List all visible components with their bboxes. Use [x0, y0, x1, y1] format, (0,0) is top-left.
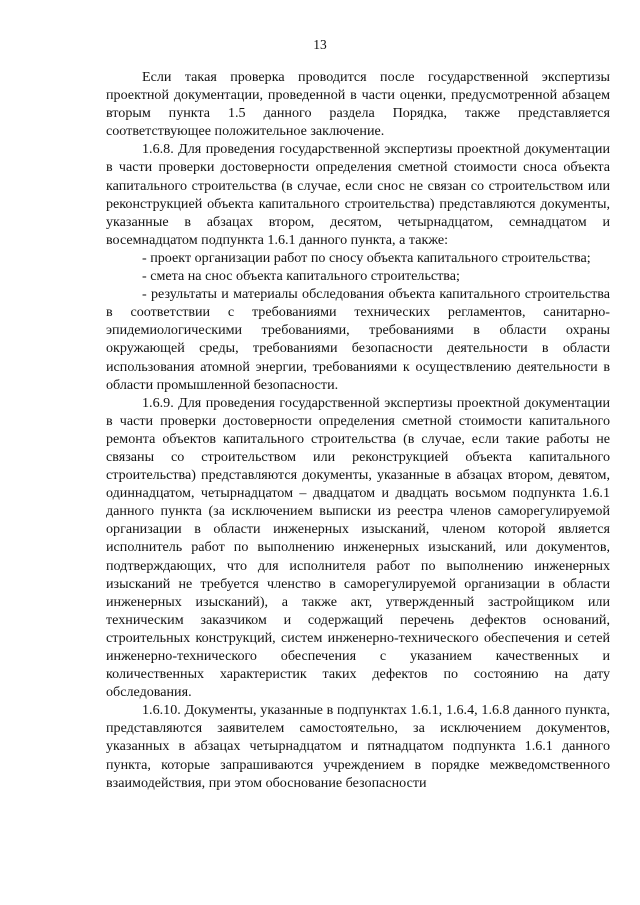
list-item: - результаты и материалы обследования объекта капитального строительства в соответствии с требованиями технических регламентов, санитарно-эпидемиологическими требованиями, требованиями в области охраны окружающей среды, требованиями безопасности деятельности в области использования атомной энергии, требованиями к осуществлению деятельности в области промышленной безопасности.	[106, 286, 610, 393]
page-number: 13	[313, 37, 327, 52]
body-text	[106, 68, 610, 792]
paragraph: Если такая проверка проводится после государственной экспертизы проектной документации, проведенной в части оценки, предусмотренной абзацем вторым пункта 1.5 данного раздела Порядка, также представляется соответствующее положительное заключение.	[106, 69, 610, 140]
list-item: - смета на снос объекта капитального строительства;	[142, 268, 460, 285]
paragraph: 1.6.8. Для проведения государственной экспертизы проектной документации в части проверки достоверности определения сметной стоимости сноса объекта капитального строительства (в случае, если снос не связан со строительством или реконструкцией объекта капитального строительства) представляются документы, указанные в абзацах втором, десятом, четырнадцатом, семнадцатом и восемнадцатом подпункта 1.6.1 данного пункта, а также:	[106, 141, 610, 248]
paragraph: 1.6.9. Для проведения государственной экспертизы проектной документации в части проверки достоверности определения сметной стоимости капитального ремонта объектов капитального строительства (в случае, если такие работы не связаны со строительством или реконструкцией объекта капитального строительства) представляются документы, указанные в абзацах втором, девятом, одиннадцатом, четырнадцатом – двадцатом и двадцать восьмом подпункта 1.6.1 данного пункта (за исключением выписки из реестра членов саморегулируемой организации в области инженерных изысканий, членом которой является исполнитель работ по выполнению инженерных изысканий, или документов, подтверждающих, что для исполнителя работ по выполнению инженерных изысканий не требуется членство в саморегулируемой организации в области инженерных изысканий), а также акт, утвержденный застройщиком или техническим заказчиком и содержащий перечень дефектов оснований, строительных конструкций, систем инженерно-технического обеспечения и сетей инженерно-технического обеспечения с указанием качественных и количественных характеристик таких дефектов по состоянию на дату обследования.	[106, 394, 610, 701]
paragraph: 1.6.10. Документы, указанные в подпунктах 1.6.1, 1.6.4, 1.6.8 данного пункта, представляются заявителем самостоятельно, за исключением документов, указанных в абзацах четырнадцатом и пятнадцатом подпункта 1.6.1 данного пункта, которые запрашиваются учреждением в порядке межведомственного взаимодействия, при этом обоснование безопасности	[106, 702, 610, 791]
list-item: - проект организации работ по сносу объекта капитального строительства;	[142, 249, 591, 266]
